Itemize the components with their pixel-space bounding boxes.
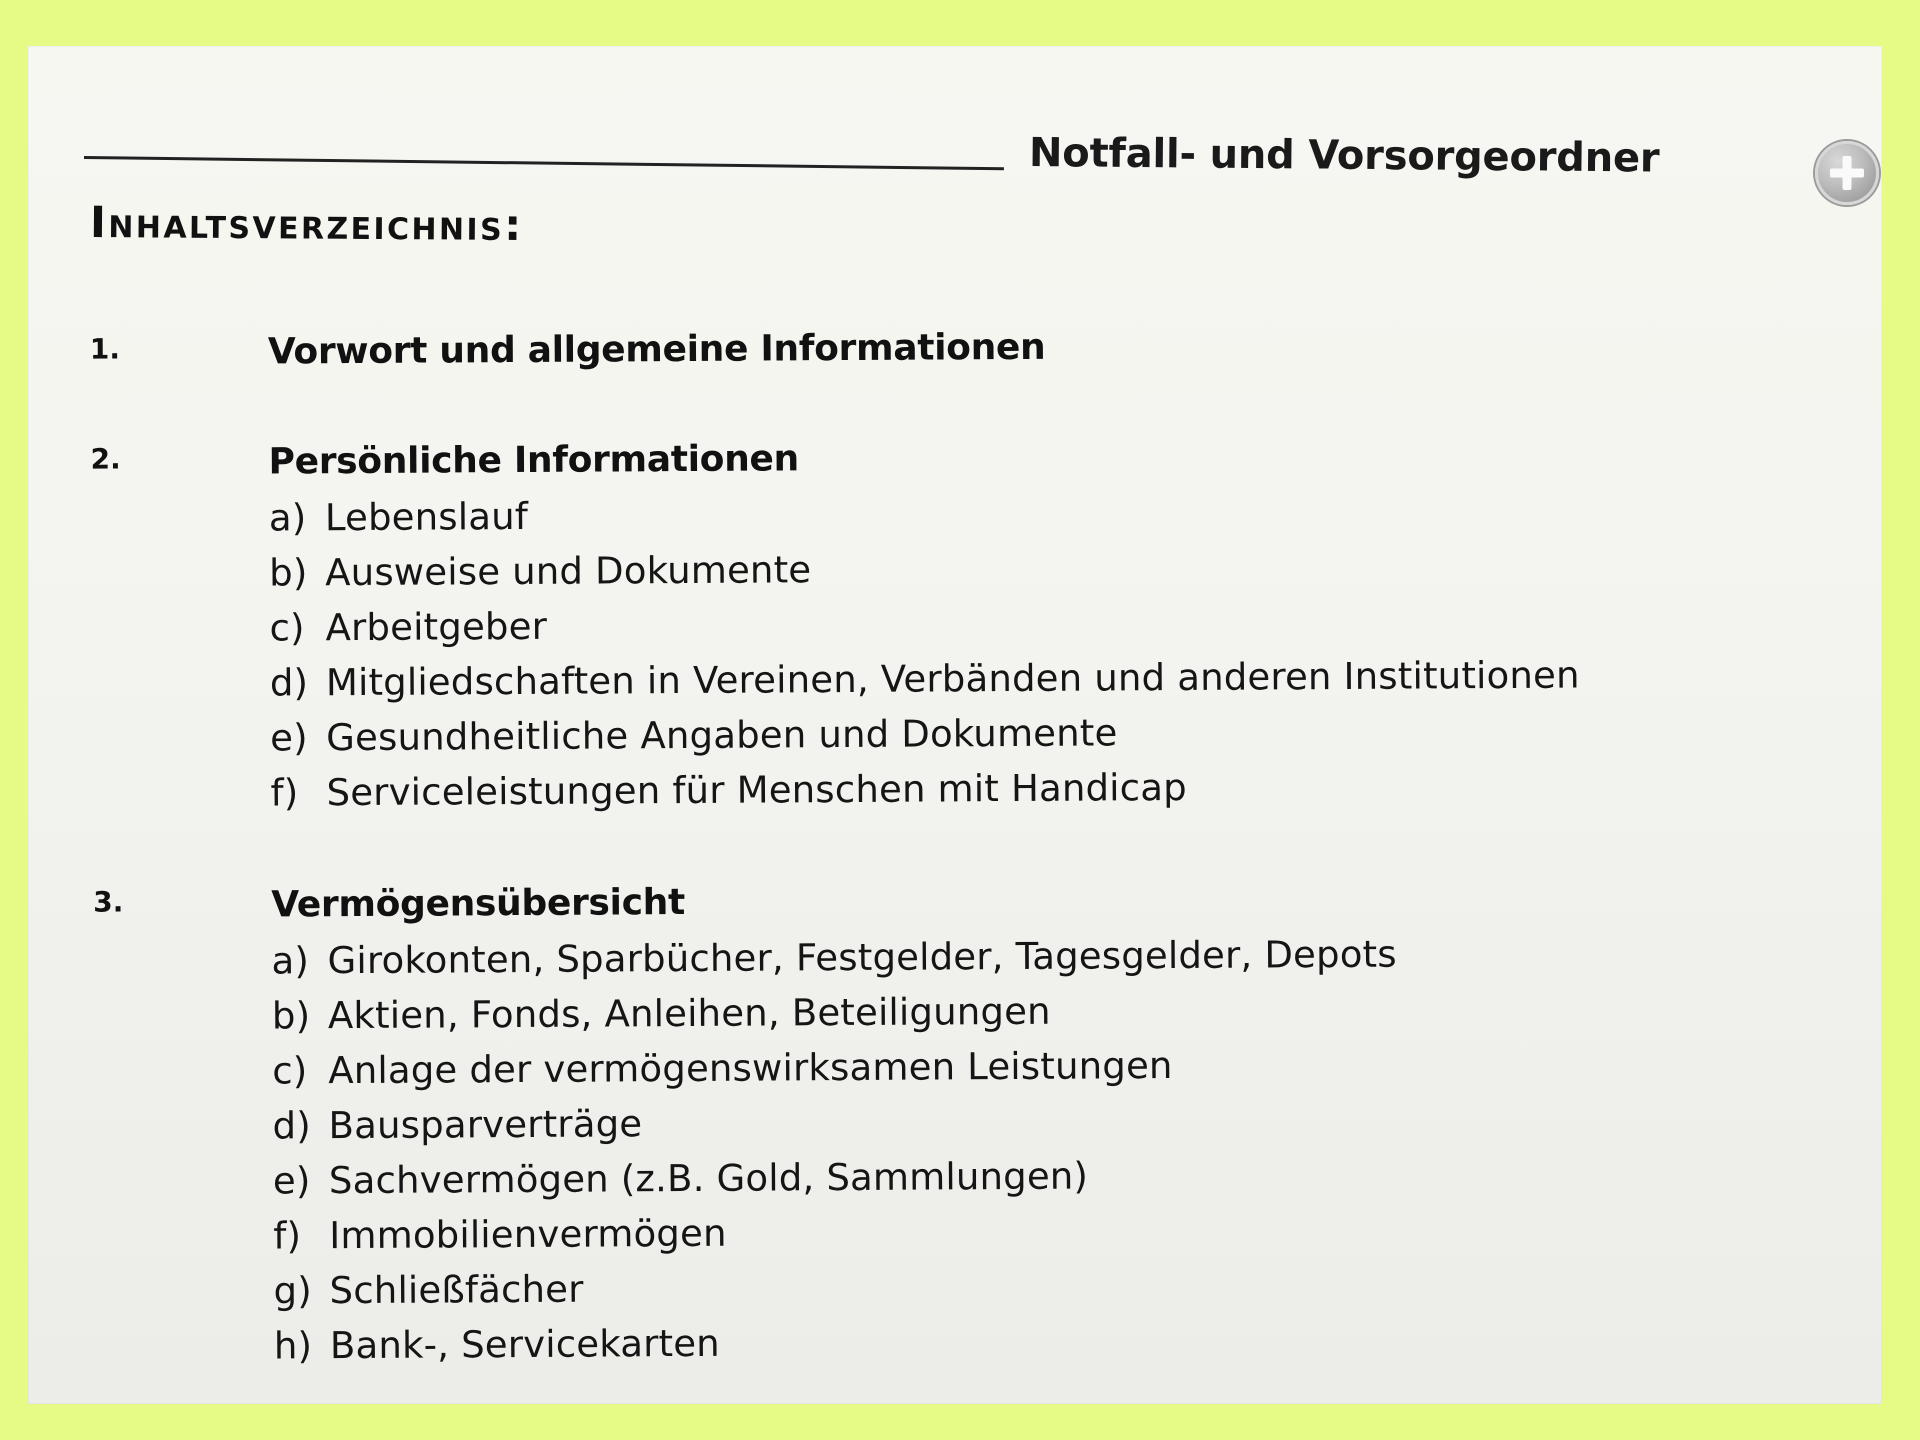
item-marker: c) <box>272 1049 308 1093</box>
toc-content <box>28 46 1882 1404</box>
section-2-item-e <box>270 711 1118 759</box>
item-marker: b) <box>269 551 308 595</box>
section-2-number: 2. <box>90 442 121 476</box>
item-text: Sachvermögen (z.B. Gold, Sammlungen) <box>328 1154 1089 1203</box>
section-3-item-a <box>271 933 1396 983</box>
item-text: Serviceleistungen für Menschen mit Handicap <box>326 765 1187 815</box>
item-text: Ausweise und Dokumente <box>325 548 812 595</box>
item-text: Schließfächer <box>329 1267 584 1313</box>
section-3-item-g <box>273 1268 583 1313</box>
section-3-title: Vermögensübersicht <box>271 882 686 926</box>
section-2-item-d <box>270 654 1580 705</box>
item-marker: d) <box>269 661 309 705</box>
item-text: Mitgliedschaften in Vereinen, Verbänden und anderen Institutionen <box>325 653 1580 705</box>
document-page <box>28 46 1882 1404</box>
item-marker: g) <box>273 1269 313 1313</box>
item-marker: c) <box>269 606 305 650</box>
item-marker: h) <box>273 1324 313 1368</box>
section-3-item-f <box>273 1212 727 1258</box>
item-text: Aktien, Fonds, Anleihen, Beteiligungen <box>327 989 1051 1038</box>
section-3-item-b <box>272 990 1051 1038</box>
item-text: Bank-, Servicekarten <box>329 1321 721 1368</box>
header-title: Notfall- und Vorsorgeordner <box>1028 130 1660 182</box>
section-3-number: 3. <box>93 885 124 919</box>
item-marker: e) <box>270 716 308 760</box>
toc-heading: Inhaltsverzeichnis: <box>89 198 524 252</box>
item-text: Gesundheitliche Angaben und Dokumente <box>326 711 1118 760</box>
section-1-title: Vorwort und allgemeine Informationen <box>267 326 1046 373</box>
item-marker: e) <box>272 1159 311 1203</box>
section-2-title: Persönliche Informationen <box>268 438 800 483</box>
section-3-item-h <box>274 1322 720 1368</box>
section-2-item-f <box>270 766 1187 815</box>
item-marker: a) <box>271 939 310 983</box>
item-marker: d) <box>272 1104 312 1148</box>
item-text: Arbeitgeber <box>325 604 548 650</box>
section-2-item-a <box>269 495 528 540</box>
item-marker: b) <box>271 994 311 1038</box>
section-1-number: 1. <box>89 332 121 366</box>
item-marker: f) <box>273 1214 302 1258</box>
item-text: Lebenslauf <box>324 494 529 540</box>
item-text: Bausparverträge <box>328 1102 643 1148</box>
section-3-item-c <box>272 1044 1173 1092</box>
section-2-item-b <box>269 548 811 594</box>
section-3-item-d <box>272 1102 642 1147</box>
section-2-item-c <box>269 605 547 650</box>
item-text: Immobilienvermögen <box>329 1211 727 1258</box>
item-text: Anlage der vermögenswirksamen Leistungen <box>328 1044 1173 1093</box>
item-marker: f) <box>270 771 299 815</box>
item-marker: a) <box>268 496 307 540</box>
item-text: Girokonten, Sparbücher, Festgelder, Tagesgelder, Depots <box>327 932 1397 983</box>
section-3-item-e <box>273 1155 1088 1203</box>
